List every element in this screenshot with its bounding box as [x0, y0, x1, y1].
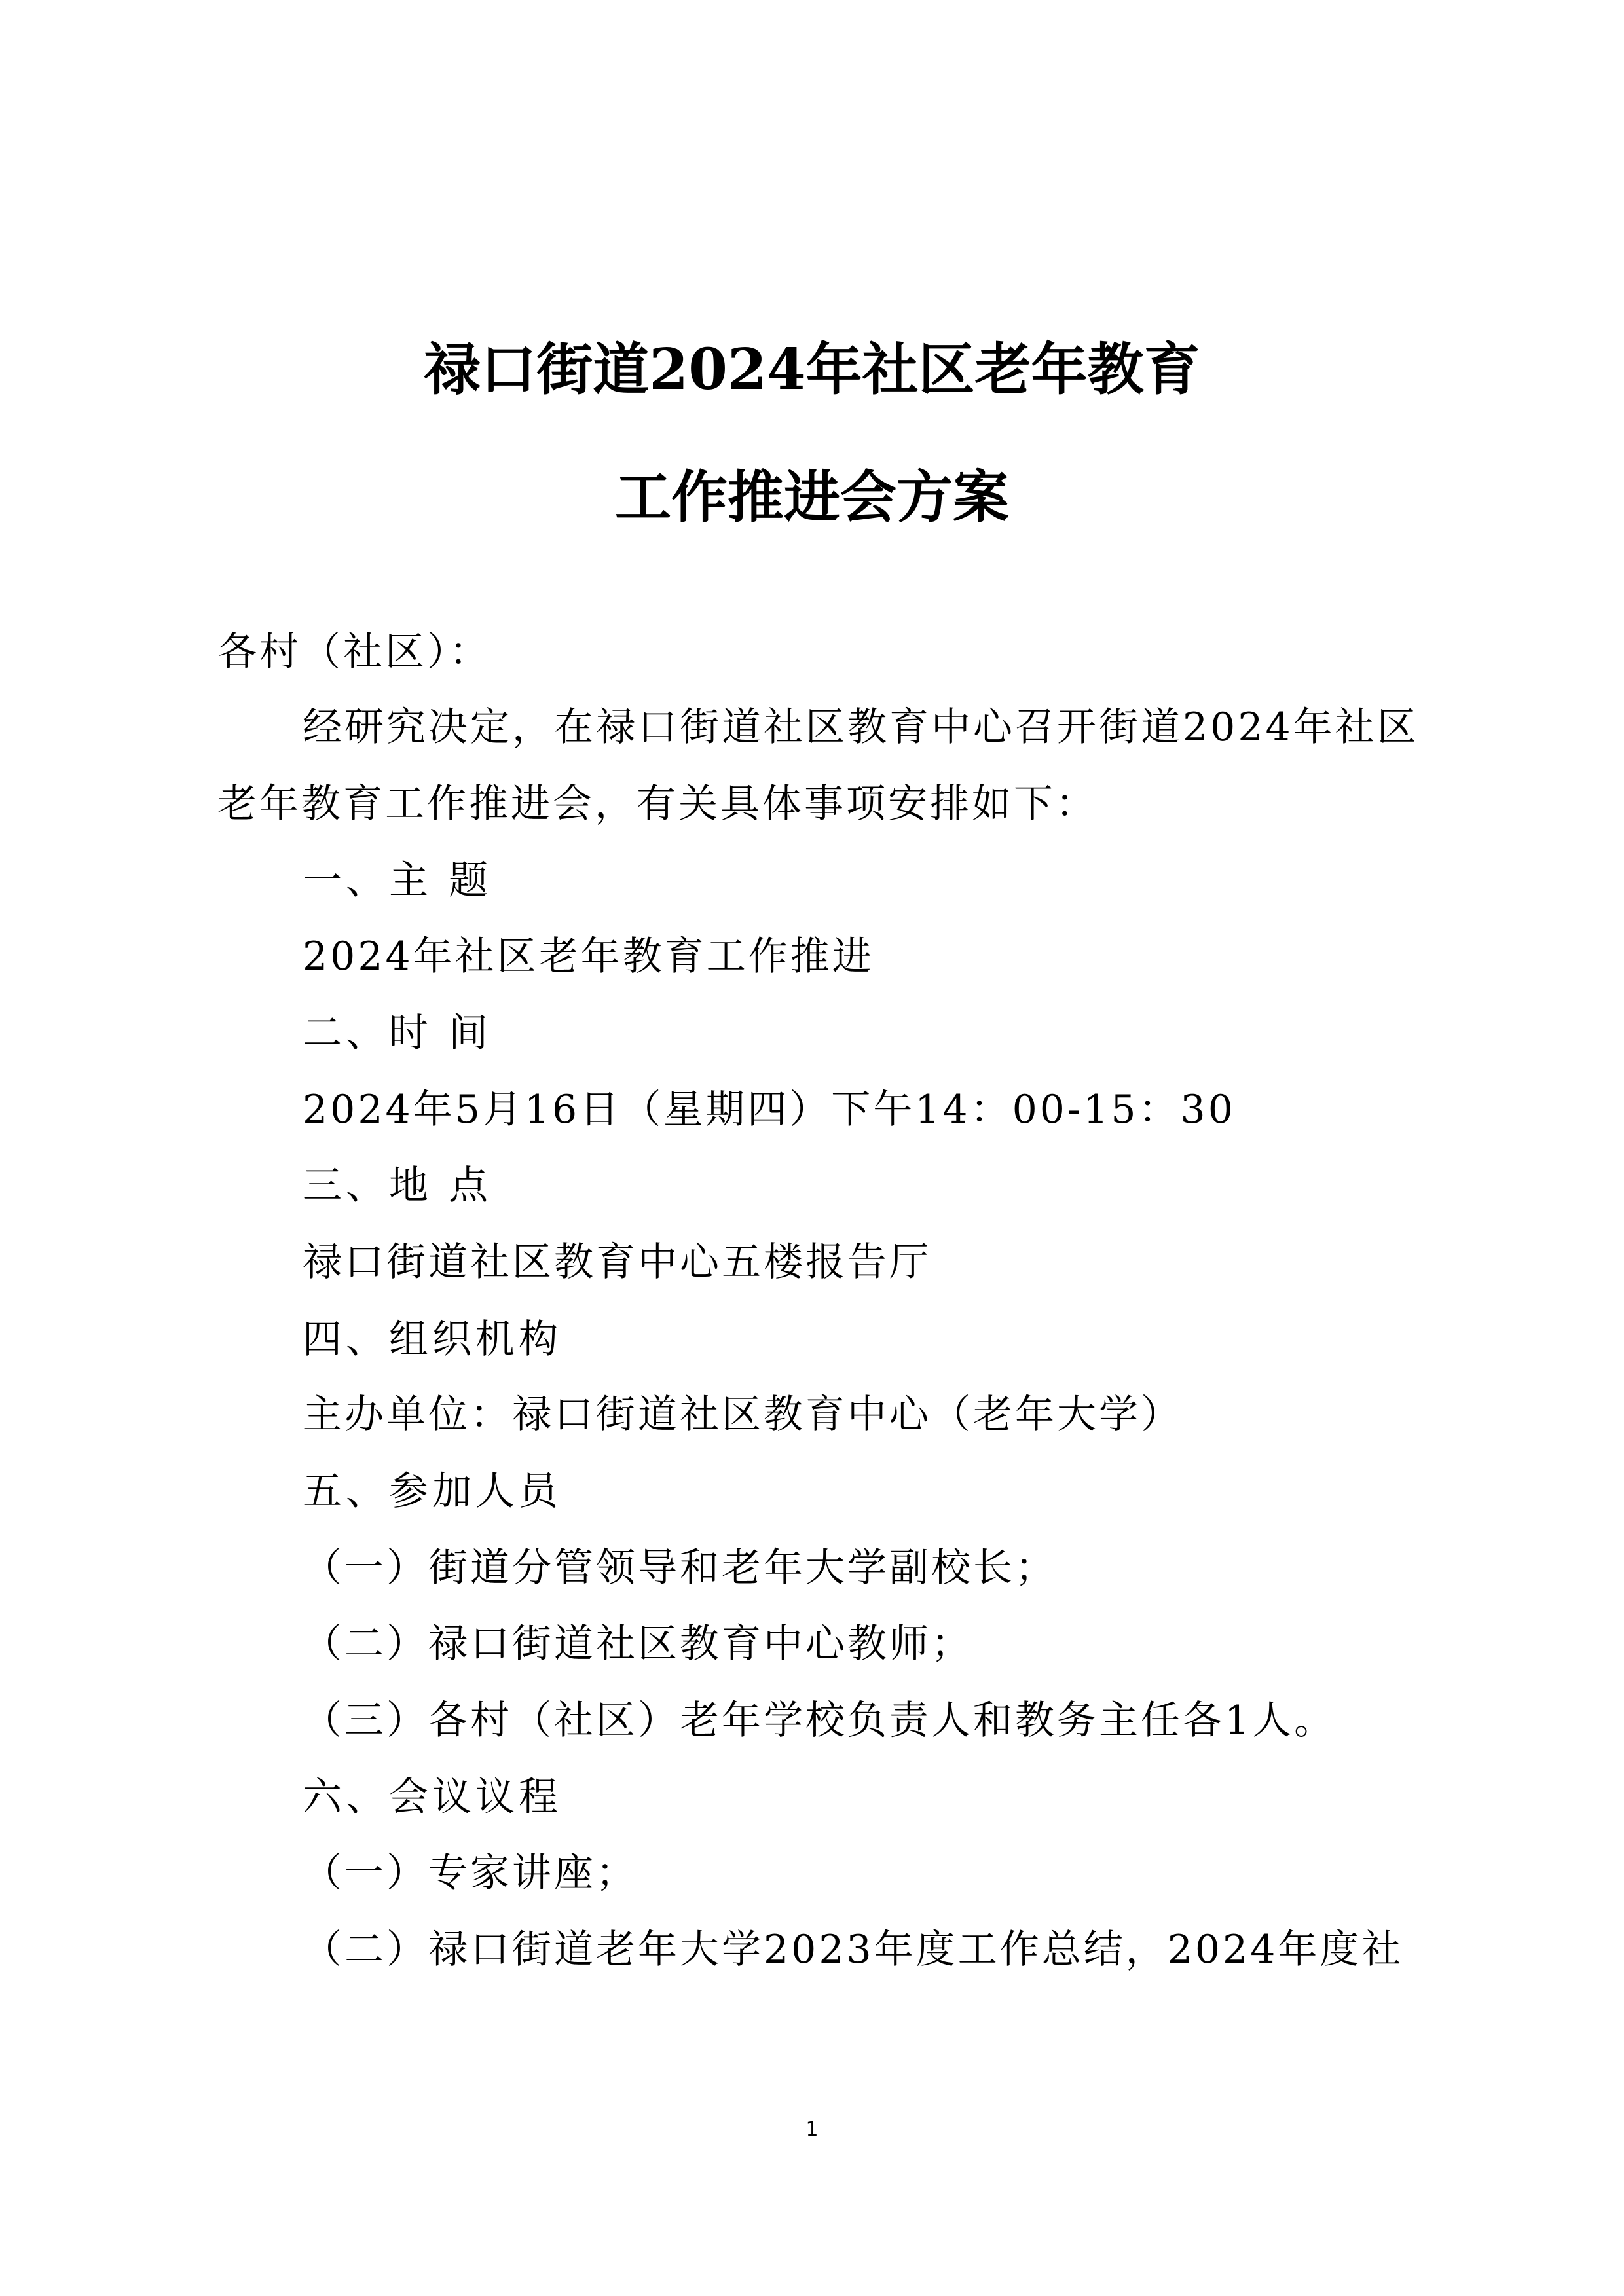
- document-title-line-1: 禄口街道2024年社区老年教育: [424, 337, 1200, 403]
- participant-item-1: （一）街道分管领导和老年大学副校长；: [303, 1545, 1057, 1591]
- intro-paragraph-line-1: 经研究决定，在禄口街道社区教育中心召开街道2024年社区: [303, 704, 1419, 750]
- section-text-theme: 2024年社区老年教育工作推进: [303, 934, 874, 979]
- salutation: 各村（社区）：: [217, 629, 491, 675]
- page-number: 1: [805, 2118, 819, 2141]
- section-heading-agenda: 六、会议议程: [303, 1774, 562, 1820]
- section-text-location: 禄口街道社区教育中心五楼报告厅: [303, 1239, 931, 1285]
- section-heading-time: 二、时 间: [303, 1010, 492, 1056]
- section-heading-theme: 一、主 题: [303, 858, 492, 903]
- participant-item-3: （三）各村（社区）老年学校负责人和教务主任各1人。: [303, 1698, 1337, 1743]
- section-heading-location: 三、地 点: [303, 1163, 492, 1209]
- agenda-item-2: （二）禄口街道老年大学2023年度工作总结，2024年度社: [303, 1927, 1404, 1973]
- participant-item-2: （二）禄口街道社区教育中心教师；: [303, 1621, 973, 1667]
- intro-paragraph-line-2: 老年教育工作推进会，有关具体事项安排如下：: [217, 781, 1098, 827]
- section-heading-organization: 四、组织机构: [303, 1317, 562, 1362]
- section-heading-participants: 五、参加人员: [303, 1468, 562, 1514]
- section-text-time: 2024年5月16日（星期四）下午14：00-15：30: [303, 1087, 1236, 1133]
- document-title-line-2: 工作推进会方案: [615, 464, 1009, 530]
- agenda-item-1: （一）专家讲座；: [303, 1850, 638, 1896]
- section-text-organizer: 主办单位：禄口街道社区教育中心（老年大学）: [303, 1392, 1183, 1438]
